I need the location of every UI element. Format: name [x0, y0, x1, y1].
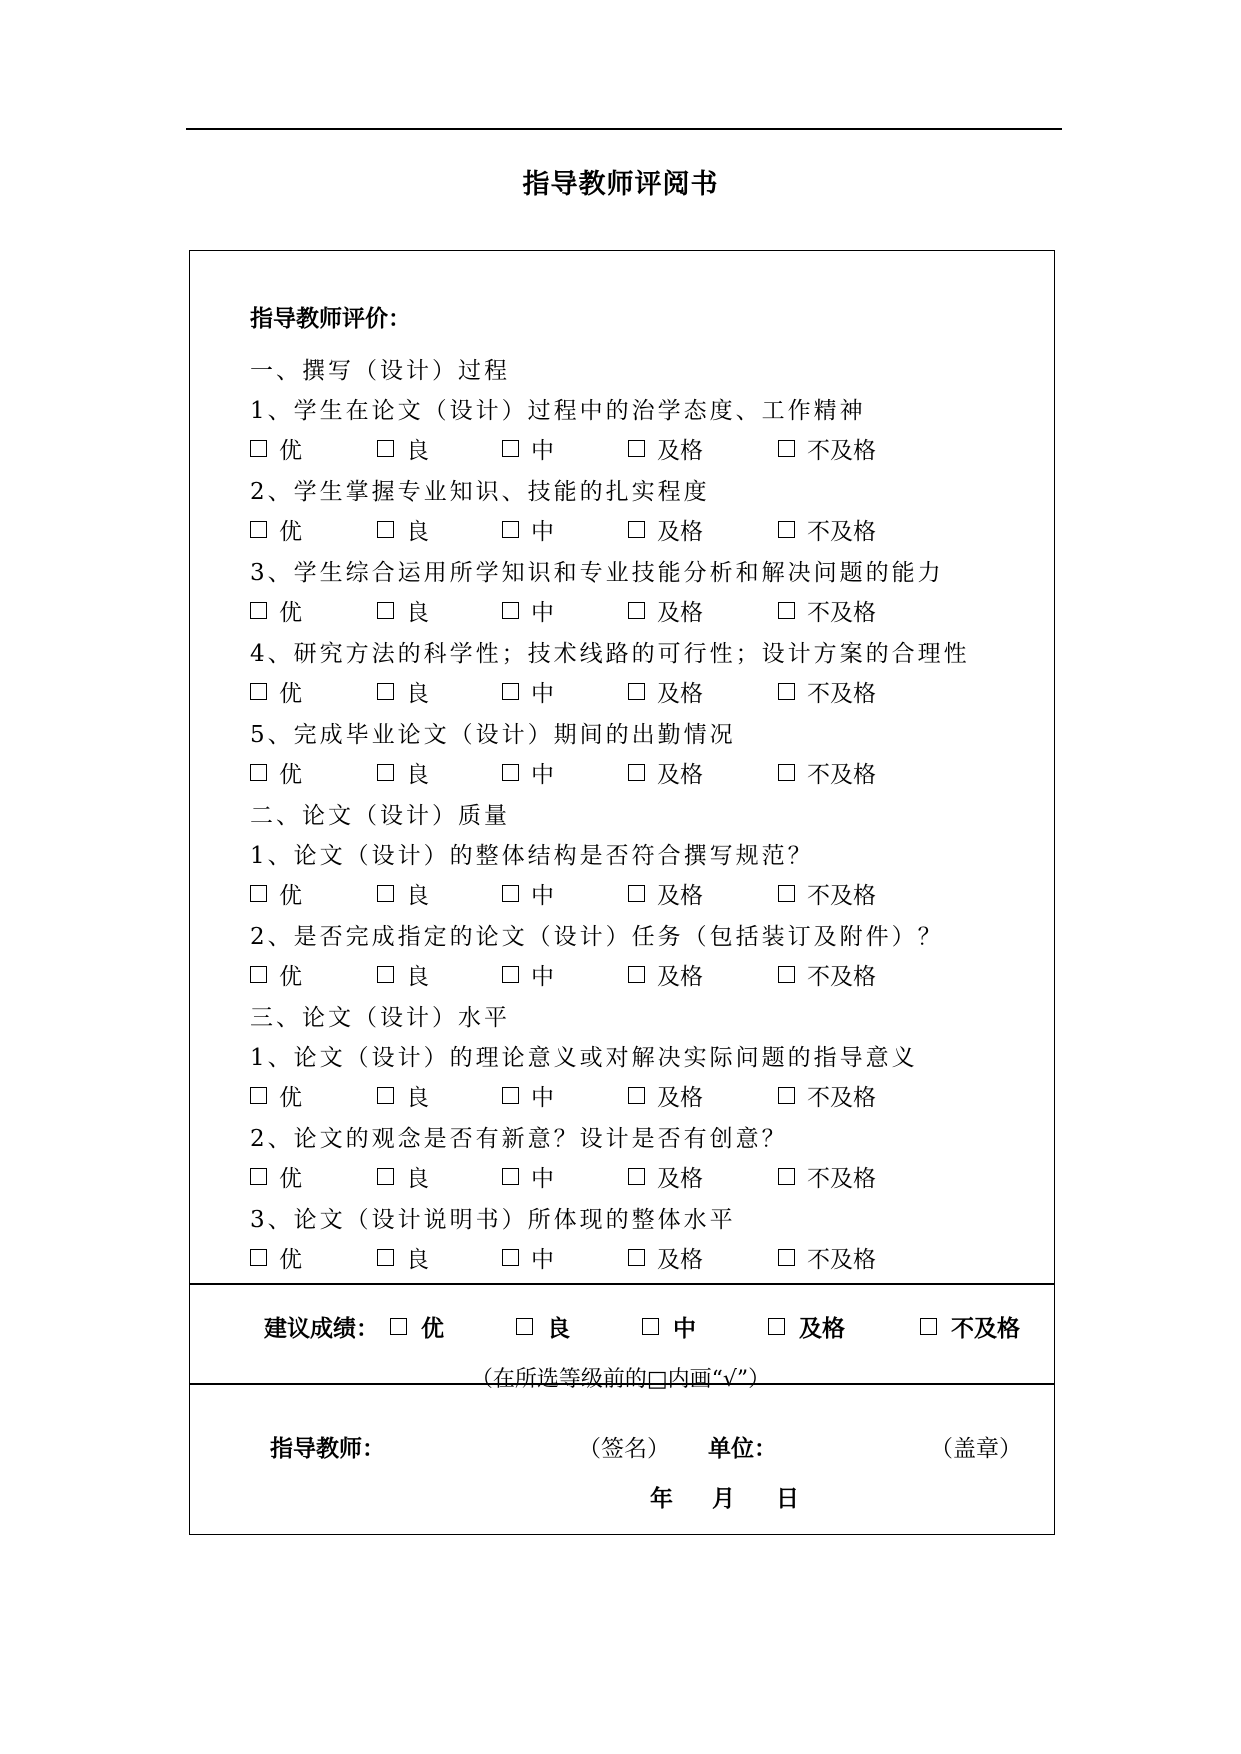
frame-divider-grade — [189, 1283, 1055, 1285]
checkbox[interactable] — [250, 966, 267, 983]
option-excellent[interactable]: 优 — [250, 756, 302, 789]
question-structure: 1、论文（设计）的整体结构是否符合撰写规范？ — [250, 843, 814, 869]
heading-level: 三、论文（设计）水平 — [250, 1005, 510, 1031]
grade-label: 建议成绩： — [264, 1315, 379, 1342]
option-average[interactable]: 中 — [502, 756, 554, 789]
question-tasks: 2、是否完成指定的论文（设计）任务（包括装订及附件）？ — [250, 924, 944, 950]
checkbox[interactable] — [377, 885, 394, 902]
checkbox[interactable] — [502, 1249, 519, 1266]
option-average[interactable]: 中 — [502, 675, 554, 708]
question-overall: 3、论文（设计说明书）所体现的整体水平 — [250, 1207, 736, 1233]
option-good[interactable]: 良 — [377, 1241, 429, 1274]
checkbox[interactable] — [502, 885, 519, 902]
checkbox[interactable] — [377, 521, 394, 538]
checkbox[interactable] — [250, 1087, 267, 1104]
heading-quality: 二、论文（设计）质量 — [250, 803, 510, 829]
option-good[interactable]: 良 — [377, 958, 429, 991]
option-good[interactable]: 良 — [377, 594, 429, 627]
checkbox[interactable] — [778, 521, 795, 538]
checkbox[interactable] — [628, 602, 645, 619]
option-fail[interactable]: 不及格 — [778, 1160, 876, 1193]
checkbox[interactable] — [628, 521, 645, 538]
option-good[interactable]: 良 — [377, 432, 429, 465]
checkbox[interactable] — [250, 683, 267, 700]
option-excellent[interactable]: 优 — [250, 1241, 302, 1274]
advisor-label: 指导教师： — [270, 1435, 385, 1462]
option-excellent[interactable]: 优 — [250, 675, 302, 708]
seal-note: （盖章） — [930, 1436, 1022, 1462]
checkbox[interactable] — [628, 683, 645, 700]
section-title: 指导教师评价： — [250, 305, 411, 332]
checkbox[interactable] — [778, 1087, 795, 1104]
checkbox[interactable] — [628, 1087, 645, 1104]
option-fail[interactable]: 不及格 — [778, 1079, 876, 1112]
checkbox[interactable] — [250, 1249, 267, 1266]
option-good[interactable]: 良 — [377, 1079, 429, 1112]
question-knowledge: 2、学生掌握专业知识、技能的扎实程度 — [250, 479, 710, 505]
checkbox[interactable] — [250, 521, 267, 538]
grade-fail[interactable]: 不及格 — [920, 1310, 1020, 1343]
option-average[interactable]: 中 — [502, 594, 554, 627]
checkbox[interactable] — [377, 1249, 394, 1266]
checkbox[interactable] — [502, 602, 519, 619]
checkbox[interactable] — [377, 683, 394, 700]
option-average[interactable]: 中 — [502, 958, 554, 991]
checkbox[interactable] — [778, 1168, 795, 1185]
option-fail[interactable]: 不及格 — [778, 513, 876, 546]
option-pass[interactable]: 及格 — [628, 432, 703, 465]
option-fail[interactable]: 不及格 — [778, 756, 876, 789]
unit-label: 单位： — [708, 1435, 777, 1462]
option-average[interactable]: 中 — [502, 1079, 554, 1112]
checkbox[interactable] — [778, 966, 795, 983]
checkbox[interactable] — [628, 1249, 645, 1266]
option-pass[interactable]: 及格 — [628, 958, 703, 991]
option-fail[interactable]: 不及格 — [778, 594, 876, 627]
checkbox[interactable] — [628, 764, 645, 781]
page-title: 指导教师评阅书 — [522, 169, 719, 200]
grade-good[interactable]: 良 — [516, 1310, 570, 1343]
checkbox[interactable] — [628, 1168, 645, 1185]
option-pass[interactable]: 及格 — [628, 513, 703, 546]
option-fail[interactable]: 不及格 — [778, 958, 876, 991]
option-excellent[interactable]: 优 — [250, 877, 302, 910]
date-day: 日 — [776, 1485, 799, 1512]
grade-pass[interactable]: 及格 — [768, 1310, 845, 1343]
checkbox[interactable] — [250, 764, 267, 781]
option-excellent[interactable]: 优 — [250, 958, 302, 991]
option-average[interactable]: 中 — [502, 1241, 554, 1274]
option-fail[interactable]: 不及格 — [778, 432, 876, 465]
option-pass[interactable]: 及格 — [628, 1241, 703, 1274]
option-good[interactable]: 良 — [377, 756, 429, 789]
option-pass[interactable]: 及格 — [628, 675, 703, 708]
option-excellent[interactable]: 优 — [250, 513, 302, 546]
question-attitude: 1、学生在论文（设计）过程中的治学态度、工作精神 — [250, 398, 866, 424]
grade-excellent[interactable]: 优 — [390, 1310, 444, 1343]
option-fail[interactable]: 不及格 — [778, 877, 876, 910]
option-fail[interactable]: 不及格 — [778, 1241, 876, 1274]
option-pass[interactable]: 及格 — [628, 877, 703, 910]
option-pass[interactable]: 及格 — [628, 1079, 703, 1112]
checkbox[interactable] — [502, 521, 519, 538]
checkbox[interactable] — [377, 1168, 394, 1185]
checkbox[interactable] — [778, 764, 795, 781]
checkbox[interactable] — [778, 440, 795, 457]
checkbox[interactable] — [377, 1087, 394, 1104]
header-rule — [186, 128, 1062, 130]
option-fail[interactable]: 不及格 — [778, 675, 876, 708]
option-excellent[interactable]: 优 — [250, 432, 302, 465]
option-average[interactable]: 中 — [502, 513, 554, 546]
checkbox[interactable] — [377, 440, 394, 457]
option-average[interactable]: 中 — [502, 432, 554, 465]
checkbox[interactable] — [778, 602, 795, 619]
question-attendance: 5、完成毕业论文（设计）期间的出勤情况 — [250, 722, 736, 748]
checkbox[interactable] — [377, 966, 394, 983]
checkbox[interactable] — [250, 440, 267, 457]
option-pass[interactable]: 及格 — [628, 1160, 703, 1193]
option-average[interactable]: 中 — [502, 1160, 554, 1193]
date-year: 年 — [650, 1485, 673, 1512]
checkbox[interactable] — [768, 1318, 785, 1335]
checkbox[interactable] — [250, 602, 267, 619]
option-good[interactable]: 良 — [377, 675, 429, 708]
checkbox[interactable] — [377, 764, 394, 781]
checkbox[interactable] — [628, 885, 645, 902]
checkbox[interactable] — [628, 966, 645, 983]
checkbox[interactable] — [502, 1087, 519, 1104]
option-good[interactable]: 良 — [377, 513, 429, 546]
checkbox[interactable] — [250, 1168, 267, 1185]
grade-average[interactable]: 中 — [642, 1310, 696, 1343]
checkbox[interactable] — [502, 1168, 519, 1185]
option-excellent[interactable]: 优 — [250, 1160, 302, 1193]
question-ability: 3、学生综合运用所学知识和专业技能分析和解决问题的能力 — [250, 560, 944, 586]
checkbox[interactable] — [778, 885, 795, 902]
checkbox[interactable] — [377, 602, 394, 619]
checkbox[interactable] — [628, 440, 645, 457]
option-good[interactable]: 良 — [377, 877, 429, 910]
sign-note: （签名） — [578, 1436, 670, 1462]
checkbox[interactable] — [502, 764, 519, 781]
checkbox[interactable] — [516, 1318, 533, 1335]
option-average[interactable]: 中 — [502, 877, 554, 910]
checkbox[interactable] — [250, 885, 267, 902]
checkbox[interactable] — [502, 440, 519, 457]
option-pass[interactable]: 及格 — [628, 594, 703, 627]
question-novelty: 2、论文的观念是否有新意？设计是否有创意？ — [250, 1126, 788, 1152]
checkbox[interactable] — [390, 1318, 407, 1335]
checkbox[interactable] — [502, 966, 519, 983]
date-month: 月 — [712, 1485, 735, 1512]
checkbox[interactable] — [778, 1249, 795, 1266]
option-good[interactable]: 良 — [377, 1160, 429, 1193]
question-methodology: 4、研究方法的科学性；技术线路的可行性；设计方案的合理性 — [250, 641, 970, 667]
grade-instruction: （在所选等级前的□内画“√”） — [470, 1367, 771, 1392]
checkbox[interactable] — [778, 683, 795, 700]
checkbox[interactable] — [502, 683, 519, 700]
option-excellent[interactable]: 优 — [250, 1079, 302, 1112]
checkbox[interactable] — [642, 1318, 659, 1335]
checkbox[interactable] — [920, 1318, 937, 1335]
option-pass[interactable]: 及格 — [628, 756, 703, 789]
heading-process: 一、撰写（设计）过程 — [250, 358, 510, 384]
option-excellent[interactable]: 优 — [250, 594, 302, 627]
question-significance: 1、论文（设计）的理论意义或对解决实际问题的指导意义 — [250, 1045, 918, 1071]
